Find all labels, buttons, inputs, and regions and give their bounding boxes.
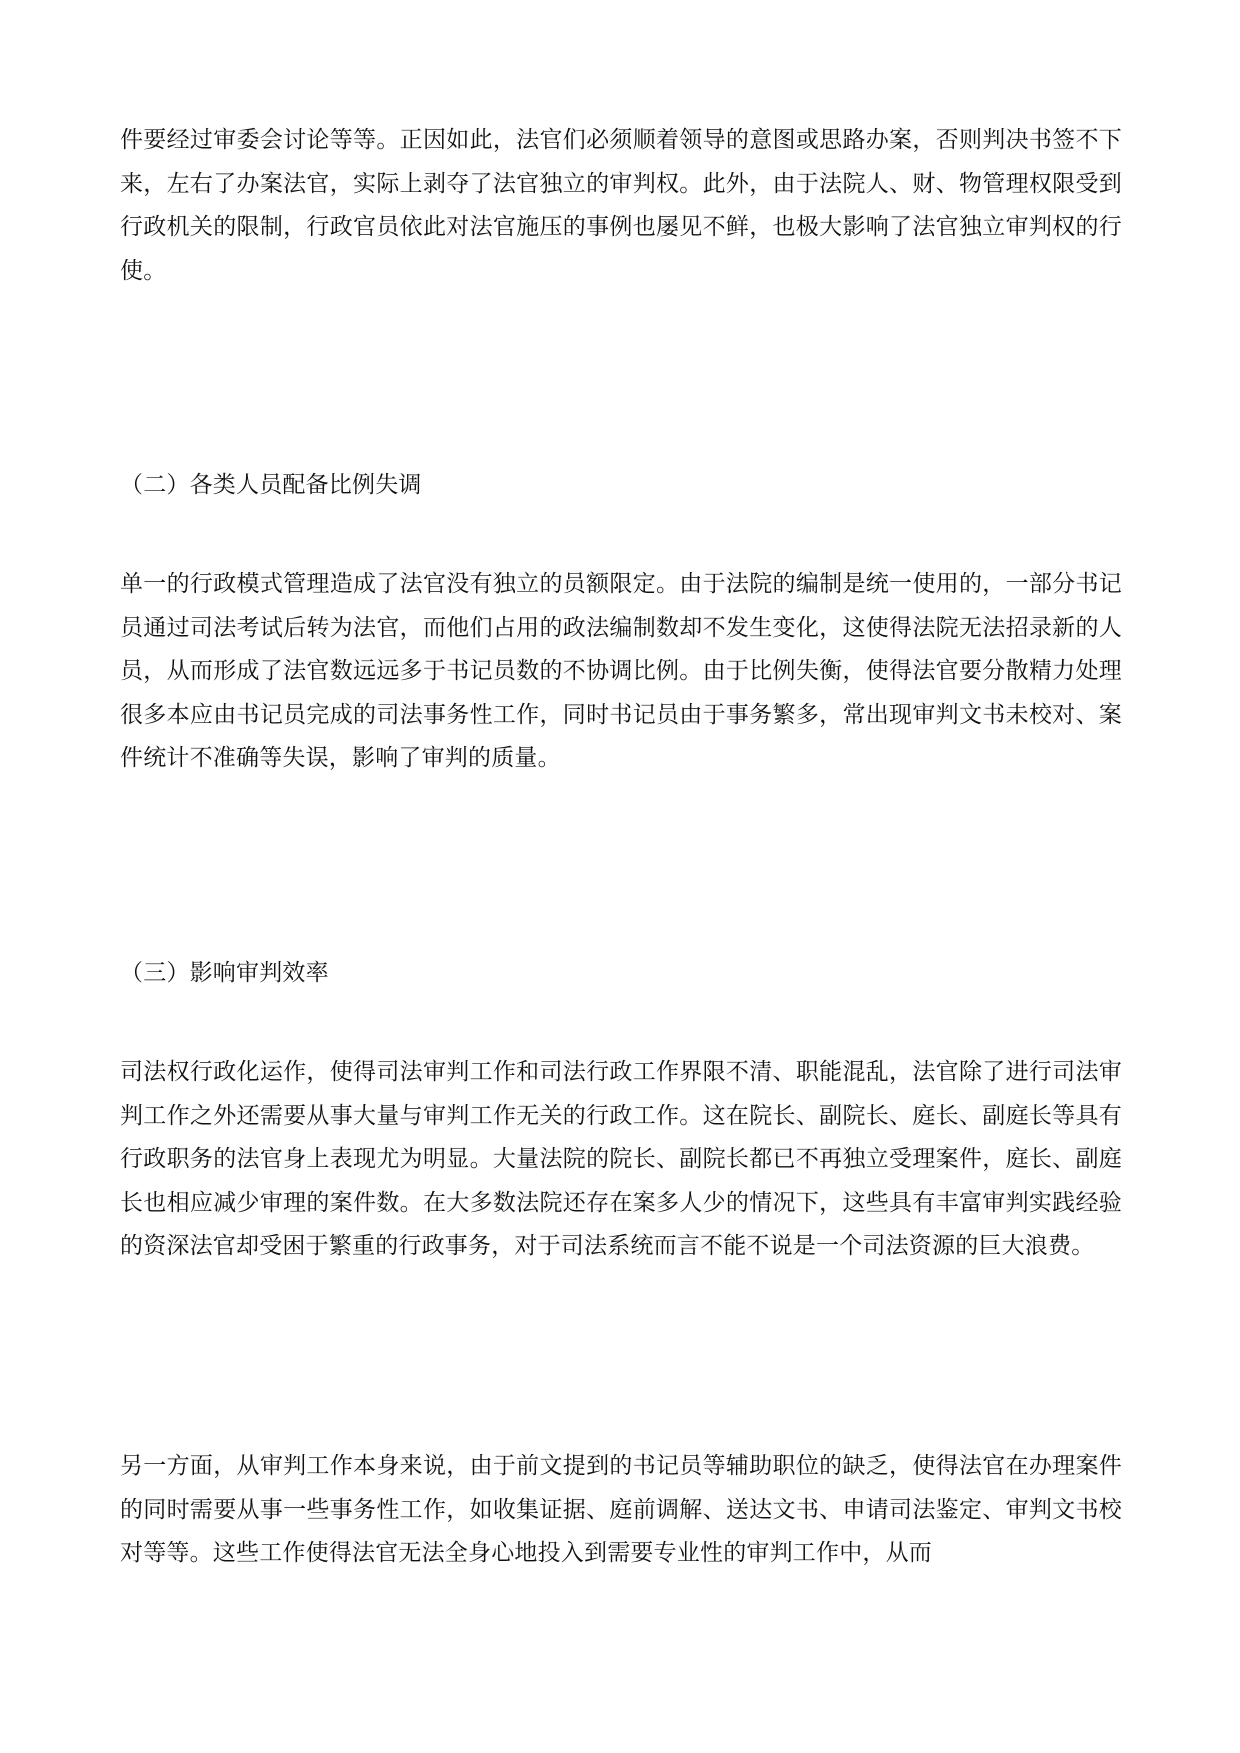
section-heading-trial-efficiency: （三）影响审判效率 <box>120 960 329 986</box>
paragraph-judicial-independence: 件要经过审委会讨论等等。正因如此，法官们必须顺着领导的意图或思路办案，否则判决书签不下来，左右了办案法官，实际上剥夺了法官独立的审判权。此外，由于法院人、财、物管理权限受到行政机关的限制，行政官员依此对法官施压的事例也屡见不鲜，也极大影响了法官独立审判权的行使。 <box>120 127 1122 284</box>
paragraph-staffing-ratio: 单一的行政模式管理造成了法官没有独立的员额限定。由于法院的编制是统一使用的，一部分书记员通过司法考试后转为法官，而他们占用的政法编制数却不发生变化，这使得法院无法招录新的人员，从而形成了法官数远远多于书记员数的不协调比例。由于比例失衡，使得法官要分散精力处理很多本应由书记员完成的司法事务性工作，同时书记员由于事务繁多，常出现审判文书未校对、案件统计不准确等失误，影响了审判的质量。 <box>120 571 1122 771</box>
paragraph-auxiliary-work: 另一方面，从审判工作本身来说，由于前文提到的书记员等辅助职位的缺乏，使得法官在办理案件的同时需要从事一些事务性工作，如收集证据、庭前调解、送达文书、申请司法鉴定、审判文书校对等等。这些工作使得法官无法全身心地投入到需要专业性的审判工作中，从而 <box>120 1453 1122 1566</box>
paragraph-trial-efficiency: 司法权行政化运作，使得司法审判工作和司法行政工作界限不清、职能混乱，法官除了进行司法审判工作之外还需要从事大量与审判工作无关的行政工作。这在院长、副院长、庭长、副庭长等具有行政职务的法官身上表现尤为明显。大量法院的院长、副院长都已不再独立受理案件，庭长、副庭长也相应减少审理的案件数。在大多数法院还存在案多人少的情况下，这些具有丰富审判实践经验的资深法官却受困于繁重的行政事务，对于司法系统而言不能不说是一个司法资源的巨大浪费。 <box>120 1059 1122 1259</box>
section-heading-staffing-ratio: （二）各类人员配备比例失调 <box>120 472 422 498</box>
